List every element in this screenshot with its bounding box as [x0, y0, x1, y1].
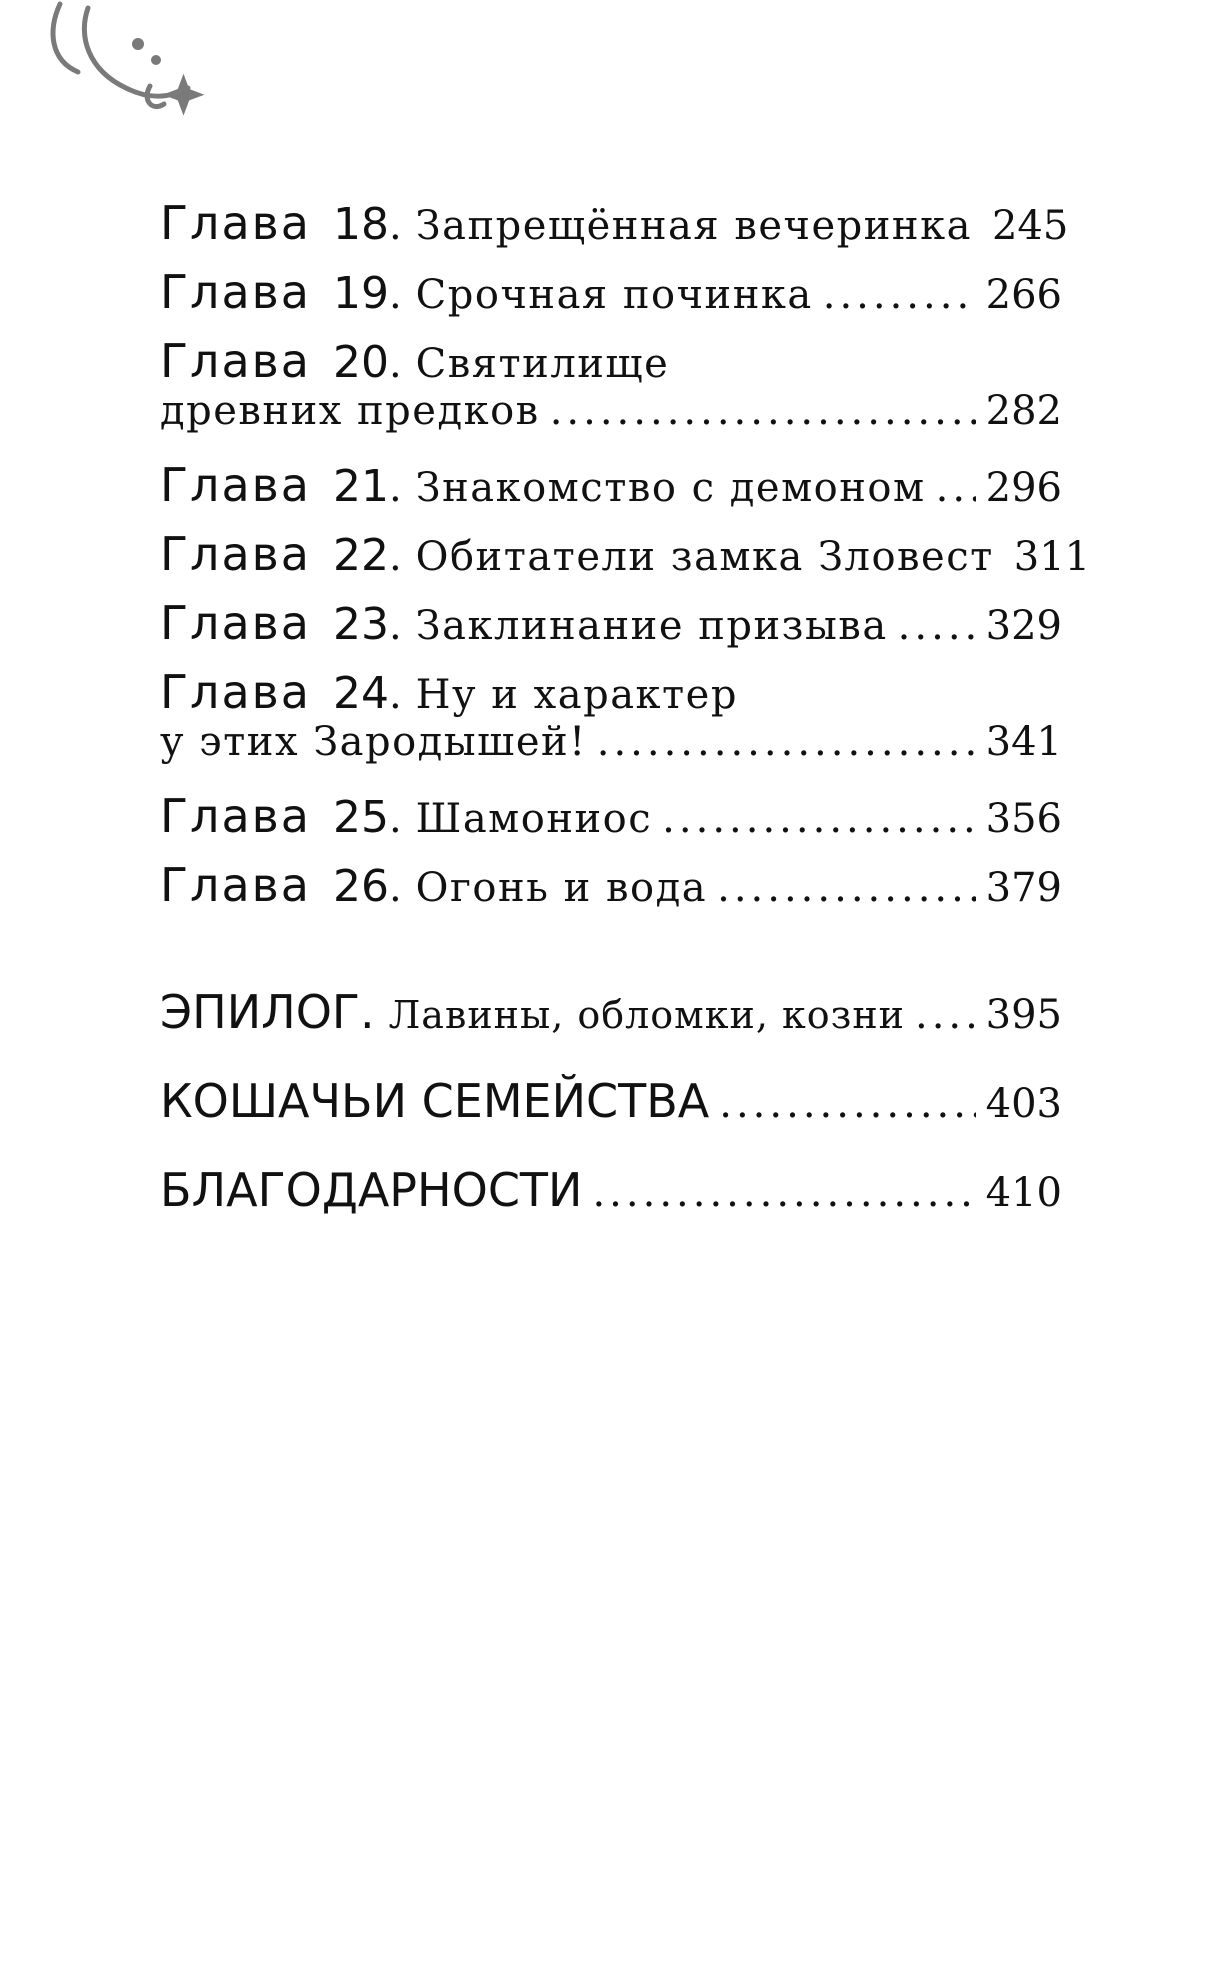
toc-entry-20[interactable] — [160, 334, 1062, 388]
page-number: 266 — [985, 272, 1062, 318]
chapter-label: Глава — [160, 458, 311, 512]
page-number: 245 — [991, 203, 1069, 249]
chapter-separator: . — [388, 203, 402, 249]
chapter-number: 23 — [332, 599, 389, 650]
page-number: 311 — [1013, 534, 1091, 580]
page-number: 341 — [985, 719, 1062, 765]
page-number: 379 — [985, 865, 1062, 911]
chapter-title: Срочная починка — [415, 272, 813, 318]
page-number: 329 — [985, 603, 1062, 649]
chapter-title: Заклинание призыва — [415, 603, 888, 649]
chapter-label: Глава — [160, 665, 311, 719]
chapter-number: 18 — [332, 199, 389, 250]
chapter-number: 26 — [332, 861, 389, 912]
chapter-label: Глава — [160, 789, 311, 843]
chapter-number: 19 — [332, 268, 389, 319]
chapter-number: 22 — [332, 530, 389, 581]
toc-entry-22[interactable] — [160, 527, 1091, 596]
chapter-title: Запрещённая вечеринка — [415, 203, 972, 249]
toc-entry-epilogue[interactable] — [160, 985, 1062, 1054]
toc-entry-families[interactable] — [160, 1074, 1062, 1143]
dot-leader — [898, 603, 976, 649]
dot-leader — [550, 388, 976, 434]
chapter-number: 25 — [332, 792, 389, 843]
chapter-title: Обитатели замка Зловест — [415, 534, 994, 580]
dot-leader — [662, 796, 975, 842]
chapter-title: Знакомство с демоном — [415, 465, 926, 511]
dot-leader — [915, 992, 976, 1038]
chapter-separator: . — [388, 865, 402, 911]
chapter-separator: . — [388, 603, 402, 649]
dot-leader — [592, 1170, 975, 1216]
toc-entry-24[interactable] — [160, 665, 1062, 719]
chapter-separator: . — [388, 272, 402, 318]
chapter-title: Огонь и вода — [415, 865, 708, 911]
chapter-label: Глава — [160, 858, 311, 912]
page-number: 395 — [985, 992, 1062, 1038]
page-number: 403 — [985, 1081, 1062, 1127]
toc-entry-26[interactable] — [160, 858, 1062, 927]
dot-leader — [597, 719, 976, 765]
toc-entry-25[interactable] — [160, 789, 1062, 858]
page-number: 296 — [985, 465, 1062, 511]
families-label: КОШАЧЬИ СЕМЕЙСТВА — [160, 1074, 710, 1128]
toc-entry-thanks[interactable] — [160, 1163, 1062, 1232]
chapter-separator: . — [388, 534, 402, 580]
toc-entry-18[interactable] — [160, 196, 1069, 265]
table-of-contents — [160, 196, 1091, 1232]
dot-leader — [823, 272, 976, 318]
epilogue-title: Лавины, обломки, козни — [388, 993, 905, 1037]
dot-leader — [719, 1081, 975, 1127]
chapter-label: Глава — [160, 196, 311, 250]
chapter-title: Ну и характер — [415, 672, 738, 718]
toc-entry-23[interactable] — [160, 596, 1062, 665]
chapter-number: 24 — [332, 668, 389, 719]
chapter-label: Глава — [160, 596, 311, 650]
chapter-separator: . — [388, 341, 402, 387]
page-number: 282 — [985, 388, 1062, 434]
chapter-label: Глава — [160, 334, 311, 388]
chapter-separator: . — [388, 672, 402, 718]
epilogue-label: ЭПИЛОГ. — [160, 985, 375, 1039]
toc-entry-20-continuation[interactable] — [160, 388, 1062, 458]
thanks-label: БЛАГОДАРНОСТИ — [160, 1163, 583, 1217]
chapter-label: Глава — [160, 265, 311, 319]
dot-leader — [717, 865, 976, 911]
swirl-ornament-icon — [30, 0, 220, 130]
chapter-title: Шамониос — [415, 796, 653, 842]
chapter-separator: . — [388, 465, 402, 511]
toc-entry-24-continuation[interactable] — [160, 719, 1062, 789]
chapter-title-continuation: у этих Зародышей! — [160, 719, 587, 765]
dot-leader — [936, 465, 976, 511]
chapter-number: 21 — [332, 461, 389, 512]
chapter-title-continuation: древних предков — [160, 388, 540, 434]
chapter-label: Глава — [160, 527, 311, 581]
toc-entry-19[interactable] — [160, 265, 1062, 334]
chapter-separator: . — [388, 796, 402, 842]
page-number: 410 — [985, 1170, 1062, 1216]
toc-entry-21[interactable] — [160, 458, 1062, 527]
page-number: 356 — [985, 796, 1062, 842]
chapter-title: Святилище — [415, 341, 670, 387]
chapter-number: 20 — [332, 337, 389, 388]
